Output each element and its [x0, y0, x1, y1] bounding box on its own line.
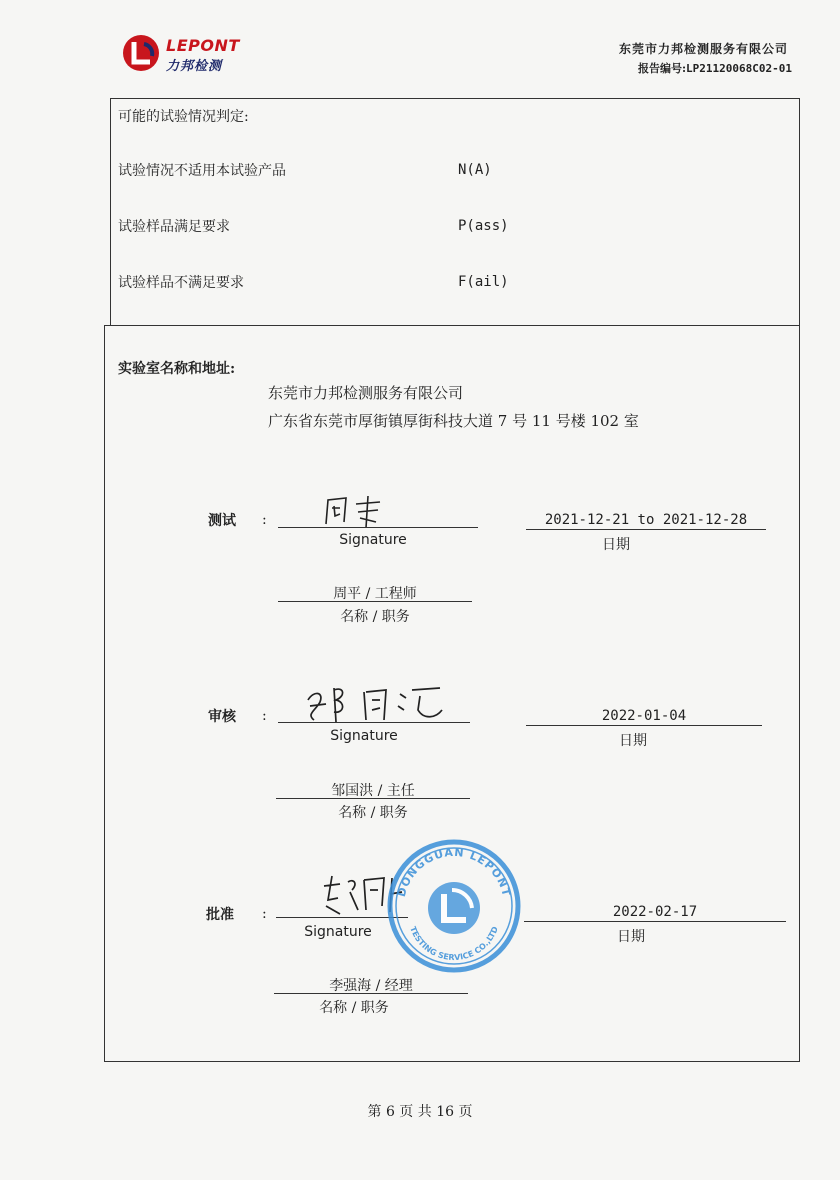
- lab-address: 广东省东莞市厚街镇厚街科技大道 7 号 11 号楼 102 室: [268, 412, 639, 430]
- tested-signature-caption: Signature: [339, 532, 407, 548]
- tested-date-caption: 日期: [602, 537, 630, 553]
- company-seal-stamp: [386, 838, 522, 974]
- approved-name-caption: 名称 / 职务: [319, 1000, 389, 1016]
- tested-name-line: [278, 601, 472, 602]
- tested-label: 测试: [208, 513, 236, 529]
- lepont-logo-icon: [122, 34, 160, 72]
- reviewed-label: 审核: [208, 709, 236, 725]
- company-logo: [122, 34, 282, 74]
- tested-date: 2021-12-21 to 2021-12-28: [544, 512, 748, 528]
- report-number-value: LP21120068C02-01: [686, 62, 792, 75]
- reviewed-signature: [300, 680, 450, 728]
- approved-date-line: [524, 921, 786, 922]
- verdict-label-fail: 试验样品不满足要求: [118, 275, 244, 291]
- reviewed-signature-caption: Signature: [330, 728, 398, 744]
- header-report-number: [638, 60, 792, 76]
- approved-date-caption: 日期: [617, 929, 645, 945]
- verdict-label-na: 试验情况不适用本试验产品: [118, 163, 286, 179]
- tested-signature: [320, 494, 390, 530]
- reviewed-name-title: 邹国洪 / 主任: [331, 783, 415, 799]
- tested-name-title: 周平 / 工程师: [333, 586, 417, 602]
- verdict-heading: 可能的试验情况判定:: [118, 109, 249, 125]
- report-number-label: 报告编号:: [637, 62, 687, 75]
- verdict-value-na: N(A): [458, 162, 492, 178]
- reviewed-date-caption: 日期: [619, 733, 647, 749]
- lab-name: 东莞市力邦检测服务有限公司: [268, 384, 464, 402]
- tested-signature-line: [278, 527, 478, 528]
- approved-colon: :: [262, 906, 267, 922]
- logo-text-en: LEPONT: [166, 36, 240, 55]
- reviewed-name-line: [276, 798, 470, 799]
- logo-text-cn: 力邦检测: [166, 59, 223, 74]
- stamp-top-text: DONGGUAN LEPONT: [394, 845, 514, 899]
- reviewed-signature-line: [278, 722, 470, 723]
- approved-date: 2022-02-17: [612, 904, 698, 920]
- reviewed-colon: :: [262, 708, 267, 724]
- verdict-value-fail: F(ail): [458, 274, 509, 290]
- lab-heading: 实验室名称和地址:: [118, 361, 236, 377]
- verdict-label-pass: 试验样品满足要求: [118, 219, 230, 235]
- page-number: 第 6 页 共 16 页: [367, 1104, 473, 1120]
- approved-signature-caption: Signature: [304, 924, 372, 940]
- reviewed-date: 2022-01-04: [601, 708, 687, 724]
- tested-colon: :: [262, 512, 267, 528]
- approved-label: 批准: [206, 907, 234, 923]
- verdict-value-pass: P(ass): [458, 218, 509, 234]
- stamp-bottom-text: TESTING SERVICE CO.,LTD: [408, 925, 500, 963]
- reviewed-date-line: [526, 725, 762, 726]
- tested-date-line: [526, 529, 766, 530]
- approved-name-title: 李强海 / 经理: [329, 978, 413, 994]
- tested-name-caption: 名称 / 职务: [340, 609, 410, 625]
- reviewed-name-caption: 名称 / 职务: [338, 805, 408, 821]
- approved-name-line: [274, 993, 468, 994]
- header-company-name: 东莞市力邦检测服务有限公司: [618, 42, 788, 56]
